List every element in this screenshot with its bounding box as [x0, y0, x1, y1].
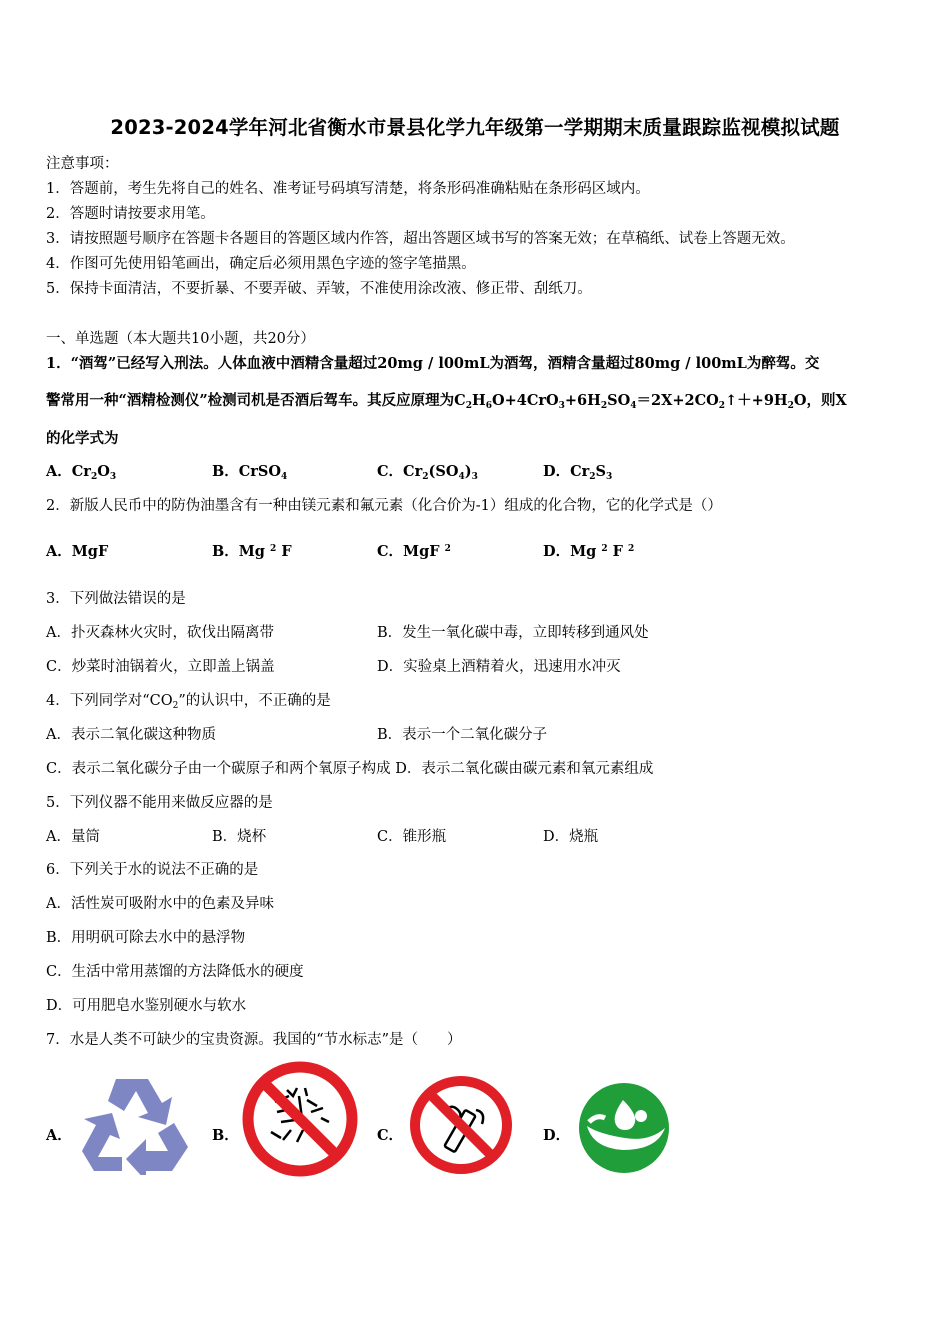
- q6-option-c[interactable]: C．生活中常用蒸馏的方法降低水的硬度: [46, 964, 304, 980]
- q7-option-b-label[interactable]: B．: [212, 1127, 239, 1144]
- q1-option-c[interactable]: C．$Cr_2(SO_4)_3$: [377, 463, 478, 482]
- q2-stem: 2．新版人民币中的防伪油墨含有一种由镁元素和氟元素（化合价为-1）组成的化合物，它的化学式是（）: [46, 498, 722, 514]
- q6-option-a[interactable]: A．活性炭可吸附水中的色素及异味: [46, 896, 274, 912]
- q7-option-c-label[interactable]: C．: [377, 1127, 404, 1144]
- q4-option-cd[interactable]: C．表示二氧化碳分子由一个碳原子和两个氧原子构成 D．表示二氧化碳由碳元素和氧元素组成: [46, 761, 654, 777]
- q1-option-b[interactable]: B．CrSO$_4$: [212, 463, 288, 482]
- q5-option-c[interactable]: C．锥形瓶: [377, 829, 447, 845]
- section-heading: 一、单选题（本大题共10小题，共20分）: [46, 331, 315, 347]
- notice-item: 3．请按照题号顺序在答题卡各题目的答题区域内作答，超出答题区域书写的答案无效；在草稿纸、试卷上答题无效。: [46, 231, 795, 247]
- q1-equation: $_2H_6O+4CrO_3+6H_2SO_4=2X+2CO_2↑++9H_2O$: [465, 392, 807, 411]
- page-title: 2023-2024学年河北省衡水市景县化学九年级第一学期期末质量跟踪监视模拟试题: [110, 116, 840, 139]
- notice-item: 1．答题前，考生先将自己的姓名、准考证号码填写清楚，将条形码准确粘贴在条形码区域内。: [46, 181, 650, 197]
- q6-stem: 6．下列关于水的说法不正确的是: [46, 862, 259, 878]
- q1-stem-line3: 的化学式为: [46, 430, 119, 447]
- q3-option-b[interactable]: B．发生一氧化碳中毒，立即转移到通风处: [377, 625, 649, 641]
- q4-option-a[interactable]: A．表示二氧化碳这种物质: [46, 727, 216, 743]
- q6-option-d[interactable]: D．可用肥皂水鉴别硬水与软水: [46, 998, 247, 1014]
- notice-heading: 注意事项：: [46, 156, 119, 172]
- q7-stem: 7．水是人类不可缺少的宝贵资源。我国的“节水标志”是（ ）: [46, 1032, 462, 1048]
- q7-option-a-label[interactable]: A．: [46, 1127, 72, 1144]
- q2-option-b[interactable]: B．Mg $^2$ F: [212, 543, 292, 560]
- notice-item: 4．作图可先使用铅笔画出，确定后必须用黑色字迹的签字笔描黑。: [46, 256, 476, 272]
- q1-option-d[interactable]: D．$Cr_2S_3$: [543, 463, 613, 482]
- q3-stem: 3．下列做法错误的是: [46, 591, 186, 607]
- q4-option-b[interactable]: B．表示一个二氧化碳分子: [377, 727, 548, 743]
- no-fireworks-icon[interactable]: [241, 1060, 359, 1178]
- q6-option-b[interactable]: B．用明矾可除去水中的悬浮物: [46, 930, 246, 946]
- q3-option-a[interactable]: A．扑灭森林火灾时，砍伐出隔离带: [46, 625, 274, 641]
- q5-option-d[interactable]: D．烧瓶: [543, 829, 599, 845]
- q7-option-d-label[interactable]: D．: [543, 1127, 571, 1144]
- q3-option-d[interactable]: D．实验桌上酒精着火，迅速用水冲灭: [377, 659, 621, 675]
- q1-stem-line1: 1．“酒驾”已经写入刑法。人体血液中酒精含量超过20mg / l00mL为酒驾，酒精含量超过80mg / l00mL为醉驾。交: [46, 355, 820, 372]
- q5-option-a[interactable]: A．量筒: [46, 829, 100, 845]
- q5-option-b[interactable]: B．烧杯: [212, 829, 267, 845]
- q2-option-c[interactable]: C．MgF $^2$: [377, 543, 451, 560]
- q3-option-c[interactable]: C．炒菜时油锅着火，立即盖上锅盖: [46, 659, 275, 675]
- q2-option-d[interactable]: D．Mg $^2$ F $^2$: [543, 543, 635, 560]
- notice-item: 2．答题时请按要求用笔。: [46, 206, 215, 222]
- q2-option-a[interactable]: A．MgF: [46, 543, 109, 560]
- q5-stem: 5．下列仪器不能用来做反应器的是: [46, 795, 273, 811]
- notice-item: 5．保持卡面清洁，不要折暴、不要弄破、弄皱，不准使用涂改液、修正带、刮纸刀。: [46, 281, 592, 297]
- water-saving-icon[interactable]: [577, 1082, 671, 1174]
- q4-stem: 4．下列同学对“$CO_2$”的认识中，不正确的是: [46, 693, 331, 711]
- q1-option-a[interactable]: A．$Cr_2O_3$: [46, 463, 117, 482]
- q1-stem-line2: 警常用一种“酒精检测仪”检测司机是否酒后驾车。其反应原理为$C_2H_6O+4CrO_3+6H_2SO_4=2X+2CO_2↑++9H_2O$，则X: [46, 392, 847, 411]
- recycle-icon[interactable]: [76, 1073, 188, 1175]
- no-smoking-icon[interactable]: [408, 1074, 514, 1176]
